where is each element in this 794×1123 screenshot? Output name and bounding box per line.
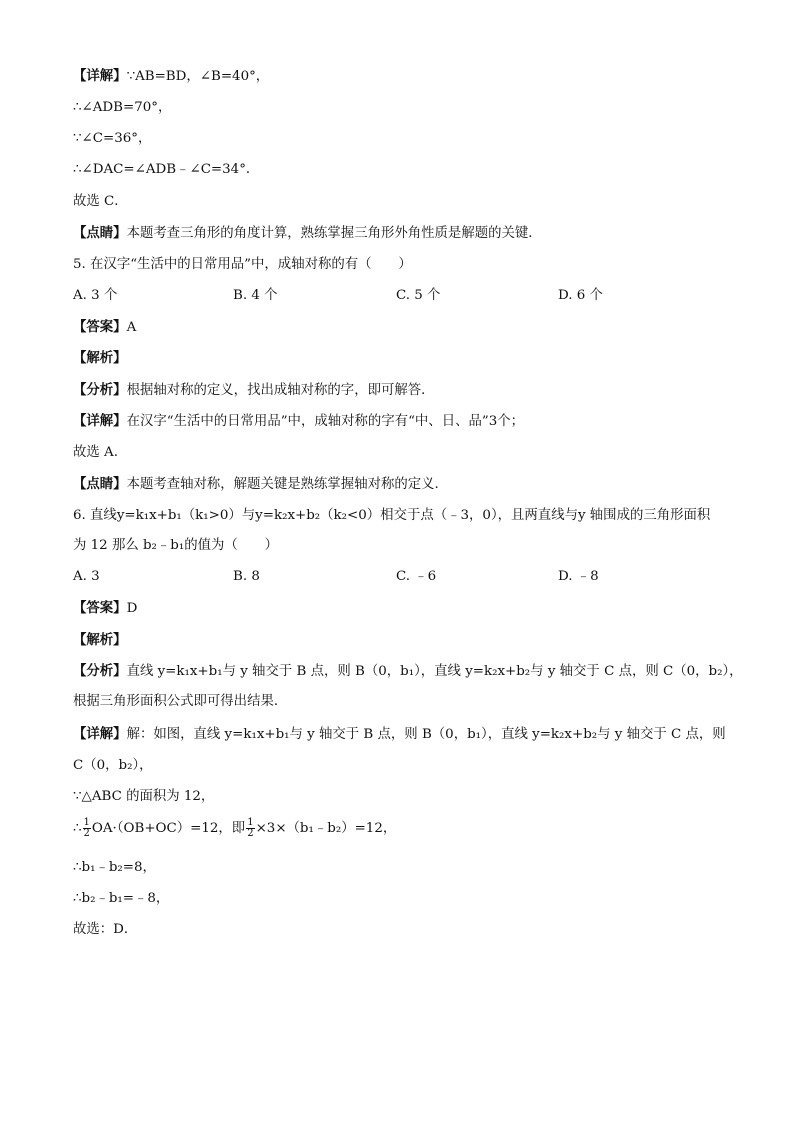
comment-tag: 【点睛】 bbox=[73, 476, 127, 492]
q5-option-d: D. 6 个 bbox=[558, 288, 603, 303]
detail-line-4: ∴∠DAC=∠ADB﹣∠C=34°． bbox=[73, 162, 260, 177]
answer-value: A bbox=[126, 320, 137, 335]
q6-detail-5: ∴b₁﹣b₂=8， bbox=[73, 860, 156, 875]
q5-option-a: A. 3 个 bbox=[73, 288, 118, 303]
text: 直线 y=k₁x+b₁与 y 轴交于 B 点，则 B（0，b₁），直线 y=k₂x+b₂与 y 轴交于 C 点，则 C（0，b₂）， bbox=[126, 664, 743, 679]
q6-option-c: C. ﹣6 bbox=[396, 569, 437, 584]
therefore-symbol: ∴ bbox=[73, 821, 82, 836]
text: 本题考查轴对称，解题关键是熟练掌握轴对称的定义. bbox=[126, 477, 439, 492]
q6-detail-2: C（0，b₂）， bbox=[73, 758, 153, 773]
text: OA·（OB+OC）=12，即 bbox=[91, 821, 246, 836]
q6-detail-6: ∴b₂﹣b₁=﹣8， bbox=[73, 891, 170, 906]
q5-analysis bbox=[73, 380, 435, 401]
comment-tag: 【点睛】 bbox=[73, 225, 127, 241]
choice-line: 故选 C． bbox=[73, 194, 128, 209]
q6-option-d: D. ﹣8 bbox=[558, 569, 599, 584]
q6-detail-4 bbox=[73, 818, 396, 839]
text: 本题考查三角形的角度计算，熟练掌握三角形外角性质是解题的关键． bbox=[126, 226, 542, 241]
detail-line-1 bbox=[73, 66, 269, 87]
q5-option-c: C. 5 个 bbox=[396, 288, 441, 303]
q5-option-b: B. 4 个 bbox=[233, 288, 278, 303]
fraction-half bbox=[83, 818, 91, 839]
comment-line bbox=[73, 223, 542, 244]
analysis-tag: 【分析】 bbox=[73, 382, 127, 398]
fraction-half bbox=[246, 818, 254, 839]
detail-tag: 【详解】 bbox=[73, 413, 127, 429]
analysis-tag: 【分析】 bbox=[73, 663, 127, 679]
q5-detail bbox=[73, 411, 524, 432]
q6-choice: 故选：D． bbox=[73, 922, 138, 937]
text: 根据轴对称的定义，找出成轴对称的字，即可解答． bbox=[126, 383, 435, 398]
text: 解：如图，直线 y=k₁x+b₁与 y 轴交于 B 点，则 B（0，b₁），直线 y=k₂x+b₂与 y 轴交于 C 点，则 bbox=[126, 727, 726, 742]
fraction-denominator: 2 bbox=[83, 828, 90, 839]
q5-answer bbox=[73, 317, 136, 338]
detail-tag: 【详解】 bbox=[73, 68, 127, 84]
q6-answer bbox=[73, 598, 137, 619]
fraction-numerator: 1 bbox=[247, 817, 254, 828]
text: ×3×（b₁﹣b₂）=12， bbox=[255, 821, 397, 836]
q5-analysis-head: 【解析】 bbox=[73, 350, 127, 366]
detail-line-2: ∴∠ADB=70°， bbox=[73, 100, 172, 115]
q6-analysis-head: 【解析】 bbox=[73, 632, 127, 648]
q6-stem-1: 6. 直线y=k₁x+b₁（k₁>0）与y=k₂x+b₂（k₂<0）相交于点（﹣3，0），且两直线与y 轴围成的三角形面积 bbox=[73, 508, 711, 523]
answer-value: D bbox=[126, 601, 138, 616]
q6-detail-3: ∵△ABC 的面积为 12， bbox=[73, 789, 215, 804]
q5-choice: 故选 A. bbox=[73, 445, 118, 460]
q6-stem-2: 为 12 那么 b₂﹣b₁的值为（ ） bbox=[73, 538, 278, 553]
q5-comment bbox=[73, 474, 439, 495]
detail-tag: 【详解】 bbox=[73, 726, 127, 742]
text: 在汉字“生活中的日常用品”中，成轴对称的字有“中、日、品”3个； bbox=[126, 414, 525, 429]
q6-option-a: A. 3 bbox=[73, 569, 100, 584]
q5-stem: 5. 在汉字“生活中的日常用品”中，成轴对称的有（ ） bbox=[73, 257, 412, 272]
answer-tag: 【答案】 bbox=[73, 319, 127, 335]
q6-detail-1 bbox=[73, 724, 726, 745]
q6-option-b: B. 8 bbox=[233, 569, 260, 584]
text: ∵AB=BD，∠B=40°， bbox=[126, 69, 270, 84]
fraction-numerator: 1 bbox=[83, 817, 90, 828]
answer-tag: 【答案】 bbox=[73, 600, 127, 616]
q6-analysis-1 bbox=[73, 661, 743, 682]
q6-analysis-2: 根据三角形面积公式即可得出结果． bbox=[73, 694, 288, 709]
fraction-denominator: 2 bbox=[247, 828, 254, 839]
detail-line-3: ∵∠C=36°， bbox=[73, 131, 152, 146]
